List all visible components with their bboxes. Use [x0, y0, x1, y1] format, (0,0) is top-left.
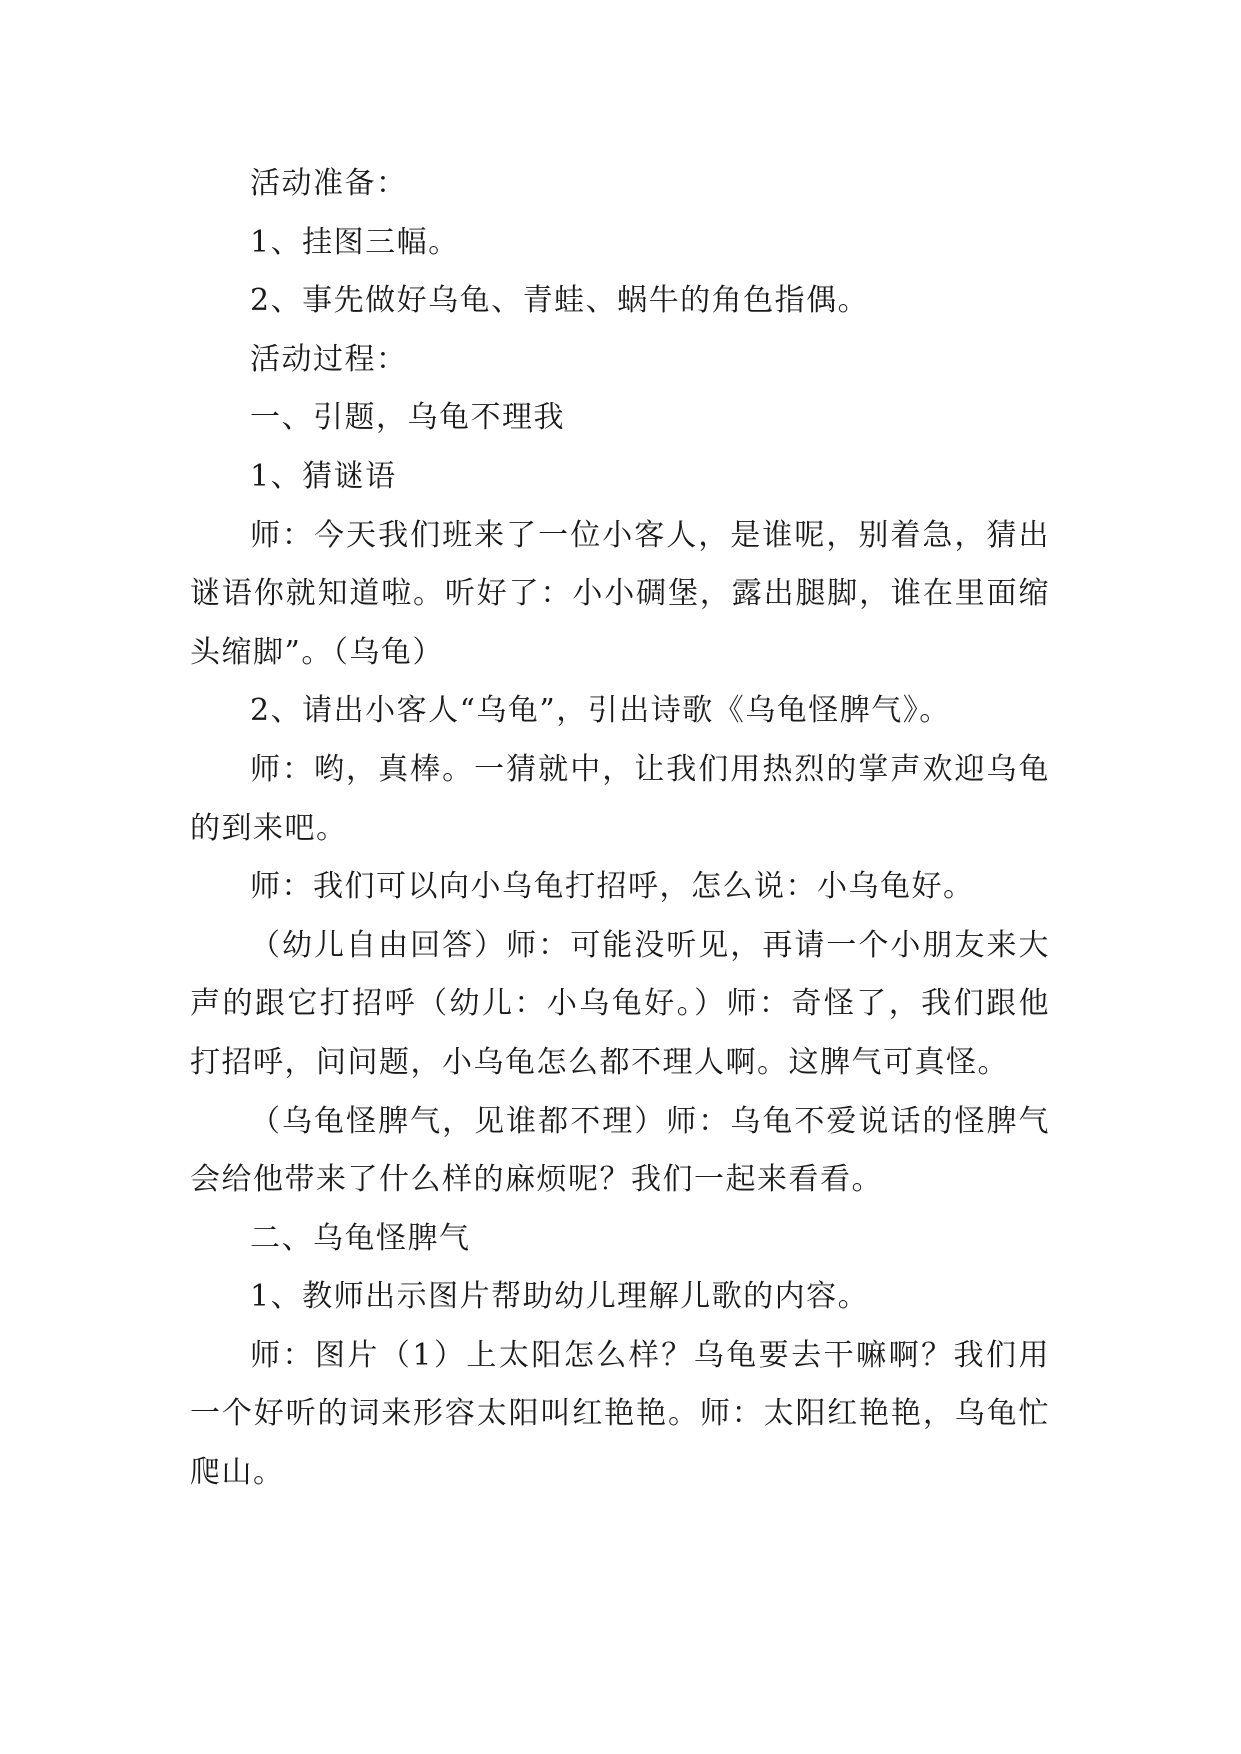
- paragraph-teacher-praise: 师：哟，真棒。一猜就中，让我们用热烈的掌声欢迎乌龟的到来吧。: [190, 751, 1050, 846]
- document-body: [190, 155, 1050, 1503]
- paragraph-invite-guest: 2、请出小客人“乌龟”，引出诗歌《乌龟怪脾气》。: [250, 693, 951, 729]
- paragraph-teacher-riddle: 师：今天我们班来了一位小客人，是谁呢，别着急，猜出谜语你就知道啦。听好了：小小碉堡，露出腿脚，谁在里面缩头缩脚”。（乌龟）: [190, 517, 1050, 670]
- paragraph-preparation-item-2: 2、事先做好乌龟、青蛙、蜗牛的角色指偶。: [250, 283, 870, 319]
- paragraph-preparation-item-1: 1、挂图三幅。: [250, 224, 460, 260]
- paragraph-children-answer: （幼儿自由回答）师：可能没听见，再请一个小朋友来大声的跟它打招呼（幼儿：小乌龟好。）师：奇怪了，我们跟他打招呼，问问题，小乌龟怎么都不理人啊。这脾气可真怪。: [190, 927, 1050, 1080]
- paragraph-section-2-heading: 二、乌龟怪脾气: [250, 1220, 471, 1256]
- paragraph-strange-temper: （乌龟怪脾气，见谁都不理）师：乌龟不爱说话的怪脾气会给他带来了什么样的麻烦呢？我们一起来看看。: [190, 1103, 1050, 1198]
- paragraph-picture-1: 师：图片（1）上太阳怎么样？乌龟要去干嘛啊？我们用一个好听的词来形容太阳叫红艳艳。师：太阳红艳艳，乌龟忙爬山。: [190, 1337, 1050, 1491]
- paragraph-teacher-greeting: 师：我们可以向小乌龟打招呼，怎么说：小乌龟好。: [250, 869, 975, 905]
- paragraph-riddle-heading: 1、猜谜语: [250, 458, 397, 494]
- paragraph-activity-process-heading: 活动过程：: [250, 341, 408, 377]
- paragraph-section-1-heading: 一、引题，乌龟不理我: [250, 400, 565, 436]
- paragraph-show-pictures: 1、教师出示图片帮助幼儿理解儿歌的内容。: [250, 1279, 870, 1315]
- paragraph-activity-preparation-heading: 活动准备：: [250, 166, 408, 201]
